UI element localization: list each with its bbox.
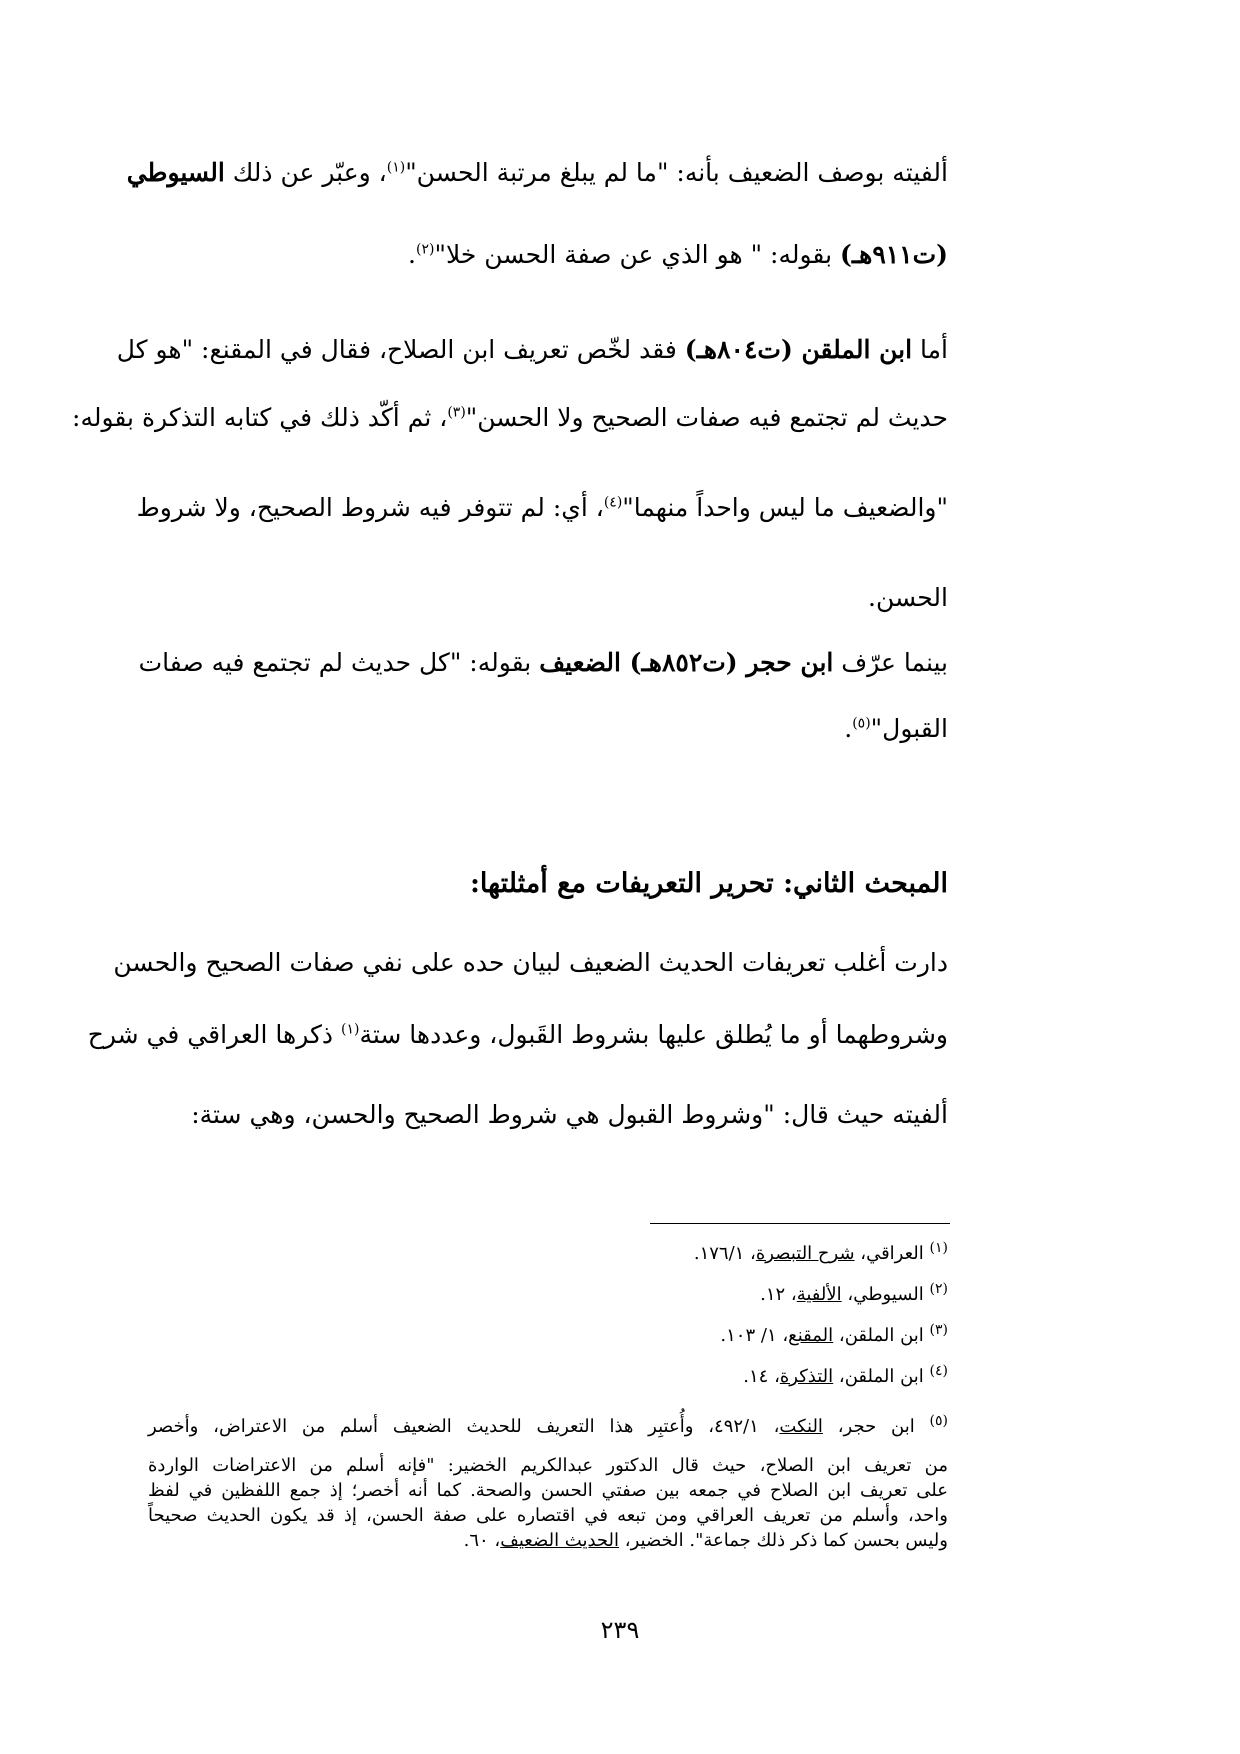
body-line-7: بينما عرّف ابن حجر (ت٨٥٢هـ) الضعيف بقوله: "كل حديث لم تجتمع فيه صفات (138, 648, 948, 677)
footnote-1: $^{(١)}$ العراقي، شرح التبصرة، ١٧٦/١. (693, 1240, 948, 1264)
body-line-10: وشروطهما أو ما يُطلق عليها بشروط القَبول، وعددها ستة$^{(١)}$ ذكرها العراقي في شرح (87, 1020, 948, 1049)
body-line-2: (ت٩١١هـ) بقوله: " هو الذي عن صفة الحسن خلا"$^{(٢)}$. (408, 240, 948, 269)
page-number: ٢٣٩ (600, 1616, 640, 1644)
footnote-divider (650, 1223, 950, 1224)
body-line-3: أما ابن الملقن (ت٨٠٤هـ) فقد لخّص تعريف ابن الصلاح، فقال في المقنع: "هو كل (116, 335, 948, 364)
footnote-5-line-5: وليس بحسن كما ذكر ذلك جماعة". الخضير، الحديث الضعيف، ٦٠. (463, 1530, 948, 1551)
section-heading: المبحث الثاني: تحرير التعريفات مع أمثلتها: (469, 868, 948, 899)
footnote-5-line-3: على تعريف ابن الصلاح في جمعه بين صفتي الحسن والصحة. كما أنه أخصر؛ إذ جمع اللفظين في لفظ (148, 1480, 948, 1501)
body-line-8: القبول"$^{(٥)}$. (844, 714, 948, 743)
body-line-5: "والضعيف ما ليس واحداً منهما"$^{(٤)}$، أي: لم تتوفر فيه شروط الصحيح، ولا شروط (136, 493, 948, 522)
body-line-4: حديث لم تجتمع فيه صفات الصحيح ولا الحسن"$^{(٣)}$، ثم أكّد ذلك في كتابه التذكرة بقوله: (72, 403, 948, 432)
footnote-5-line-4: واحد، وأسلم من تعريف العراقي ومن تبعه في اقتصاره على صفة الحسن، إذ قد يكون الحديث صحيحاً (148, 1505, 948, 1526)
body-line-9: دارت أغلب تعريفات الحديث الضعيف لبيان حده على نفي صفات الصحيح والحسن (113, 948, 948, 977)
body-line-6: الحسن. (868, 583, 948, 612)
footnote-3: $^{(٣)}$ ابن الملقن، المقنع، ١/ ١٠٣. (720, 1322, 948, 1346)
body-line-1: ألفيته بوصف الضعيف بأنه: "ما لم يبلغ مرتبة الحسن"$^{(١)}$، وعبّر عن ذلك السيوطي (126, 158, 948, 187)
footnote-2: $^{(٢)}$ السيوطي، الألفية، ١٢. (760, 1281, 948, 1305)
footnote-5-line-1: $^{(٥)}$ ابن حجر، النكت، ٤٩٢/١، وأُعتبِر هذا التعريف للحديث الضعيف أسلم من الاعتراض، وأخصر (148, 1413, 948, 1437)
body-line-11: ألفيته حيث قال: "وشروط القبول هي شروط الصحيح والحسن، وهي ستة: (191, 1100, 948, 1129)
footnote-5-line-2: من تعريف ابن الصلاح، حيث قال الدكتور عبدالكريم الخضير: "فإنه أسلم من الاعتراضات الواردة (148, 1455, 948, 1476)
footnote-4: $^{(٤)}$ ابن الملقن، التذكرة، ١٤. (743, 1363, 948, 1387)
